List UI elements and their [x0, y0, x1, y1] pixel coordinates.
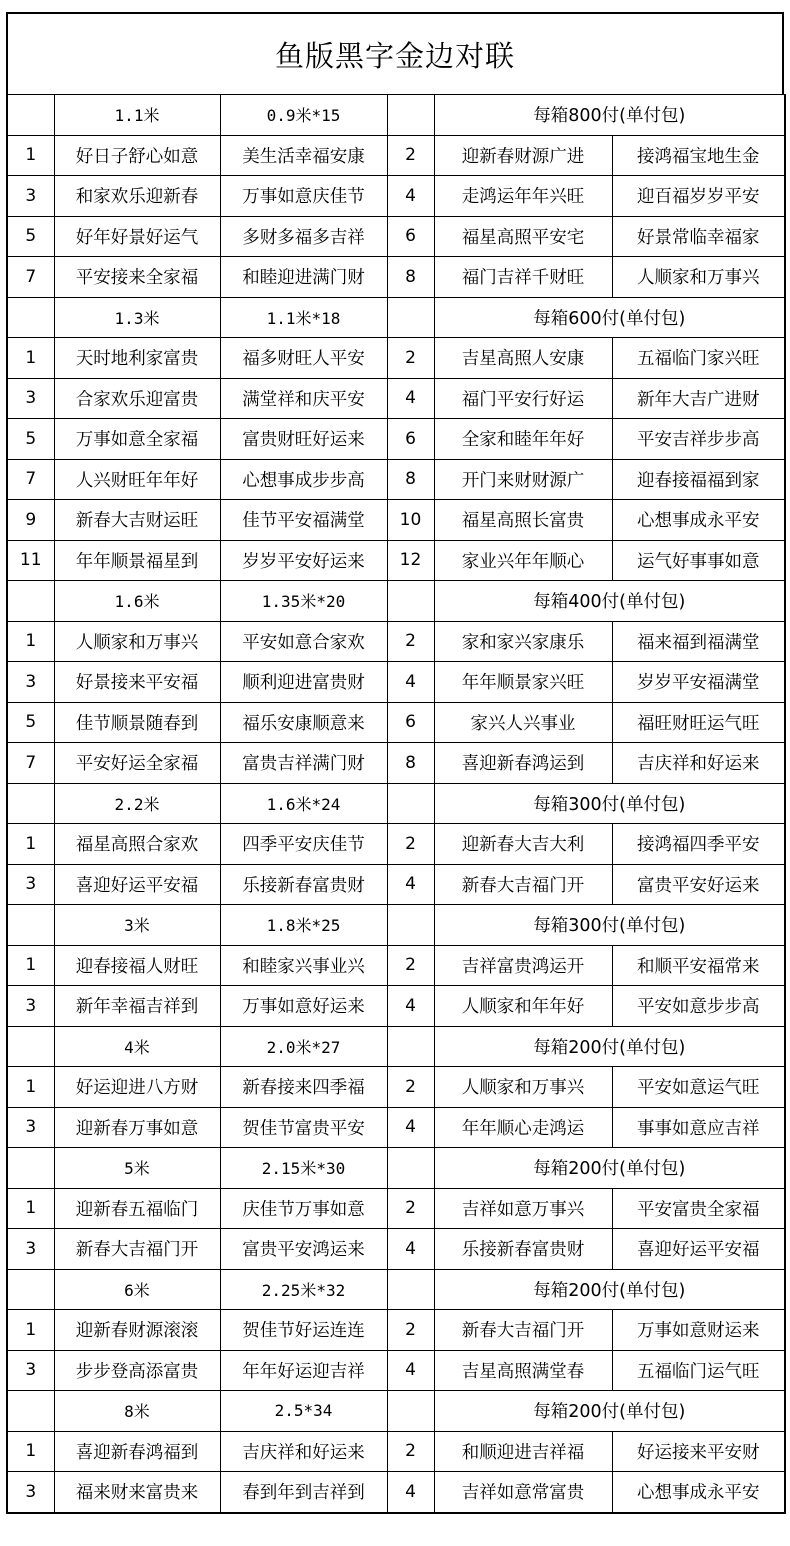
- couplet-upper-line: 好运迎进八方财: [54, 1067, 220, 1108]
- couplet-upper-line: 福门吉祥千财旺: [434, 257, 612, 298]
- item-number: 4: [387, 864, 434, 905]
- couplet-upper-line: 人顺家和万事兴: [434, 1067, 612, 1108]
- couplet-upper-line: 迎新春大吉大利: [434, 824, 612, 865]
- couplet-upper-line: 年年顺景福星到: [54, 540, 220, 581]
- item-number: 3: [7, 1350, 54, 1391]
- group-header-row: [7, 297, 785, 338]
- length-cell: 2.2米: [54, 783, 220, 824]
- couplet-lower-line: 好景常临幸福家: [612, 216, 785, 257]
- table-row: [7, 540, 785, 581]
- item-number: 1: [7, 1067, 54, 1108]
- couplet-lower-line: 新春接来四季福: [220, 1067, 387, 1108]
- item-number: 1: [7, 1188, 54, 1229]
- couplet-lower-line: 平安如意运气旺: [612, 1067, 785, 1108]
- group-header-row: [7, 783, 785, 824]
- item-number: 3: [7, 378, 54, 419]
- couplet-upper-line: 福星高照长富贵: [434, 500, 612, 541]
- couplet-upper-line: 乐接新春富贵财: [434, 1229, 612, 1270]
- table-row: [7, 1067, 785, 1108]
- item-number: 3: [7, 662, 54, 703]
- length-cell: 5米: [54, 1148, 220, 1189]
- couplet-upper-line: 福星高照平安宅: [434, 216, 612, 257]
- table-row: [7, 135, 785, 176]
- item-number: 1: [7, 135, 54, 176]
- item-number: 9: [7, 500, 54, 541]
- table-row: [7, 662, 785, 703]
- couplet-lower-line: 和顺平安福常来: [612, 945, 785, 986]
- blank-cell: [387, 1026, 434, 1067]
- size-cell: 2.0米*27: [220, 1026, 387, 1067]
- item-number: 2: [387, 1431, 434, 1472]
- group-header-row: [7, 581, 785, 622]
- table-row: [7, 1188, 785, 1229]
- couplet-upper-line: 迎春接福人财旺: [54, 945, 220, 986]
- group-header-row: [7, 905, 785, 946]
- couplet-upper-line: 好景接来平安福: [54, 662, 220, 703]
- blank-cell: [7, 581, 54, 622]
- couplet-upper-line: 福星高照合家欢: [54, 824, 220, 865]
- couplet-lower-line: 富贵平安鸿运来: [220, 1229, 387, 1270]
- couplet-upper-line: 人顺家和年年好: [434, 986, 612, 1027]
- size-cell: 1.1米*18: [220, 297, 387, 338]
- group-header-row: [7, 1026, 785, 1067]
- item-number: 1: [7, 621, 54, 662]
- packing-cell: 每箱200付(单付包): [434, 1026, 785, 1067]
- couplet-lower-line: 贺佳节富贵平安: [220, 1107, 387, 1148]
- item-number: 11: [7, 540, 54, 581]
- packing-cell: 每箱800付(单付包): [434, 95, 785, 136]
- item-number: 3: [7, 176, 54, 217]
- item-number: 4: [387, 1472, 434, 1513]
- couplet-upper-line: 喜迎好运平安福: [54, 864, 220, 905]
- blank-cell: [387, 1391, 434, 1432]
- blank-cell: [7, 95, 54, 136]
- table-row: [7, 257, 785, 298]
- blank-cell: [7, 1391, 54, 1432]
- blank-cell: [387, 297, 434, 338]
- couplet-lower-line: 满堂祥和庆平安: [220, 378, 387, 419]
- couplet-lower-line: 富贵吉祥满门财: [220, 743, 387, 784]
- packing-cell: 每箱400付(单付包): [434, 581, 785, 622]
- table-row: [7, 176, 785, 217]
- packing-cell: 每箱200付(单付包): [434, 1391, 785, 1432]
- couplet-upper-line: 走鸿运年年兴旺: [434, 176, 612, 217]
- couplet-lower-line: 美生活幸福安康: [220, 135, 387, 176]
- couplet-upper-line: 万事如意全家福: [54, 419, 220, 460]
- couplet-lower-line: 福来福到福满堂: [612, 621, 785, 662]
- length-cell: 1.3米: [54, 297, 220, 338]
- couplet-lower-line: 福乐安康顺意来: [220, 702, 387, 743]
- item-number: 4: [387, 1350, 434, 1391]
- couplet-upper-line: 平安接来全家福: [54, 257, 220, 298]
- table-body: [7, 95, 785, 1513]
- couplet-upper-line: 新春大吉福门开: [434, 1310, 612, 1351]
- item-number: 5: [7, 419, 54, 460]
- blank-cell: [7, 1026, 54, 1067]
- item-number: 7: [7, 743, 54, 784]
- group-header-row: [7, 1391, 785, 1432]
- item-number: 7: [7, 459, 54, 500]
- length-cell: 1.6米: [54, 581, 220, 622]
- table-row: [7, 1310, 785, 1351]
- blank-cell: [7, 1148, 54, 1189]
- couplet-lower-line: 和睦家兴事业兴: [220, 945, 387, 986]
- blank-cell: [387, 95, 434, 136]
- couplet-upper-line: 吉星高照满堂春: [434, 1350, 612, 1391]
- item-number: 3: [7, 864, 54, 905]
- couplet-lower-line: 平安如意步步高: [612, 986, 785, 1027]
- item-number: 3: [7, 1472, 54, 1513]
- couplet-lower-line: 平安富贵全家福: [612, 1188, 785, 1229]
- item-number: 4: [387, 176, 434, 217]
- couplet-lower-line: 吉庆祥和好运来: [612, 743, 785, 784]
- couplet-lower-line: 好运接来平安财: [612, 1431, 785, 1472]
- couplet-lower-line: 接鸿福宝地生金: [612, 135, 785, 176]
- size-cell: 2.25米*32: [220, 1269, 387, 1310]
- couplet-upper-line: 年年顺景家兴旺: [434, 662, 612, 703]
- couplet-lower-line: 和睦迎进满门财: [220, 257, 387, 298]
- couplet-upper-line: 吉祥如意万事兴: [434, 1188, 612, 1229]
- item-number: 2: [387, 945, 434, 986]
- couplet-upper-line: 福门平安行好运: [434, 378, 612, 419]
- sheet-title: 鱼版黑字金边对联: [6, 12, 784, 94]
- item-number: 6: [387, 702, 434, 743]
- couplet-upper-line: 新春大吉福门开: [434, 864, 612, 905]
- table-row: [7, 824, 785, 865]
- item-number: 8: [387, 459, 434, 500]
- couplet-upper-line: 家和家兴家康乐: [434, 621, 612, 662]
- couplet-upper-line: 人兴财旺年年好: [54, 459, 220, 500]
- couplet-lower-line: 平安吉祥步步高: [612, 419, 785, 460]
- packing-cell: 每箱300付(单付包): [434, 783, 785, 824]
- couplet-upper-line: 合家欢乐迎富贵: [54, 378, 220, 419]
- item-number: 3: [7, 1229, 54, 1270]
- couplet-upper-line: 和家欢乐迎新春: [54, 176, 220, 217]
- table-row: [7, 378, 785, 419]
- item-number: 8: [387, 743, 434, 784]
- item-number: 2: [387, 824, 434, 865]
- item-number: 5: [7, 216, 54, 257]
- blank-cell: [387, 783, 434, 824]
- group-header-row: [7, 1148, 785, 1189]
- couplet-lower-line: 岁岁平安福满堂: [612, 662, 785, 703]
- packing-cell: 每箱600付(单付包): [434, 297, 785, 338]
- couplet-upper-line: 好年好景好运气: [54, 216, 220, 257]
- table-row: [7, 621, 785, 662]
- couplet-upper-line: 天时地利家富贵: [54, 338, 220, 379]
- size-cell: 1.8米*25: [220, 905, 387, 946]
- couplet-lower-line: 春到年到吉祥到: [220, 1472, 387, 1513]
- couplet-lower-line: 心想事成步步高: [220, 459, 387, 500]
- item-number: 4: [387, 378, 434, 419]
- table-row: [7, 338, 785, 379]
- couplet-lower-line: 喜迎好运平安福: [612, 1229, 785, 1270]
- length-cell: 8米: [54, 1391, 220, 1432]
- couplet-lower-line: 贺佳节好运连连: [220, 1310, 387, 1351]
- couplet-lower-line: 富贵平安好运来: [612, 864, 785, 905]
- couplet-upper-line: 福来财来富贵来: [54, 1472, 220, 1513]
- couplet-lower-line: 人顺家和万事兴: [612, 257, 785, 298]
- table-row: [7, 500, 785, 541]
- couplet-upper-line: 吉祥富贵鸿运开: [434, 945, 612, 986]
- packing-cell: 每箱200付(单付包): [434, 1269, 785, 1310]
- couplet-lower-line: 心想事成永平安: [612, 500, 785, 541]
- couplet-upper-line: 吉祥如意常富贵: [434, 1472, 612, 1513]
- table-row: [7, 1350, 785, 1391]
- couplet-upper-line: 人顺家和万事兴: [54, 621, 220, 662]
- table-row: [7, 1431, 785, 1472]
- couplet-lower-line: 多财多福多吉祥: [220, 216, 387, 257]
- item-number: 1: [7, 945, 54, 986]
- couplet-upper-line: 新年幸福吉祥到: [54, 986, 220, 1027]
- couplet-upper-line: 迎新春万事如意: [54, 1107, 220, 1148]
- item-number: 5: [7, 702, 54, 743]
- item-number: 1: [7, 1310, 54, 1351]
- size-cell: 2.5*34: [220, 1391, 387, 1432]
- couplet-lower-line: 富贵财旺好运来: [220, 419, 387, 460]
- couplet-lower-line: 吉庆祥和好运来: [220, 1431, 387, 1472]
- couplet-lower-line: 运气好事事如意: [612, 540, 785, 581]
- item-number: 6: [387, 419, 434, 460]
- blank-cell: [387, 1148, 434, 1189]
- couplet-lower-line: 四季平安庆佳节: [220, 824, 387, 865]
- size-cell: 1.6米*24: [220, 783, 387, 824]
- table-row: [7, 986, 785, 1027]
- couplet-lower-line: 五福临门运气旺: [612, 1350, 785, 1391]
- couplet-table: [6, 94, 786, 1514]
- couplet-upper-line: 迎新春财源广进: [434, 135, 612, 176]
- couplet-lower-line: 事事如意应吉祥: [612, 1107, 785, 1148]
- length-cell: 6米: [54, 1269, 220, 1310]
- couplet-upper-line: 年年顺心走鸿运: [434, 1107, 612, 1148]
- couplet-lower-line: 年年好运迎吉祥: [220, 1350, 387, 1391]
- item-number: 10: [387, 500, 434, 541]
- couplet-lower-line: 佳节平安福满堂: [220, 500, 387, 541]
- couplet-upper-line: 新春大吉财运旺: [54, 500, 220, 541]
- blank-cell: [387, 1269, 434, 1310]
- couplet-lower-line: 乐接新春富贵财: [220, 864, 387, 905]
- couplet-upper-line: 喜迎新春鸿运到: [434, 743, 612, 784]
- item-number: 1: [7, 338, 54, 379]
- table-row: [7, 216, 785, 257]
- couplet-lower-line: 庆佳节万事如意: [220, 1188, 387, 1229]
- couplet-lower-line: 万事如意好运来: [220, 986, 387, 1027]
- item-number: 7: [7, 257, 54, 298]
- couplet-upper-line: 佳节顺景随春到: [54, 702, 220, 743]
- item-number: 2: [387, 1310, 434, 1351]
- couplet-upper-line: 家兴人兴事业: [434, 702, 612, 743]
- couplet-lower-line: 五福临门家兴旺: [612, 338, 785, 379]
- couplet-upper-line: 和顺迎进吉祥福: [434, 1431, 612, 1472]
- couplet-lower-line: 福旺财旺运气旺: [612, 702, 785, 743]
- length-cell: 3米: [54, 905, 220, 946]
- item-number: 3: [7, 986, 54, 1027]
- table-row: [7, 1472, 785, 1513]
- table-row: [7, 419, 785, 460]
- table-row: [7, 864, 785, 905]
- couplet-lower-line: 福多财旺人平安: [220, 338, 387, 379]
- item-number: 1: [7, 824, 54, 865]
- item-number: 8: [387, 257, 434, 298]
- blank-cell: [7, 1269, 54, 1310]
- item-number: 4: [387, 1229, 434, 1270]
- couplet-lower-line: 新年大吉广进财: [612, 378, 785, 419]
- couplet-upper-line: 喜迎新春鸿福到: [54, 1431, 220, 1472]
- couplet-upper-line: 家业兴年年顺心: [434, 540, 612, 581]
- couplet-lower-line: 迎春接福福到家: [612, 459, 785, 500]
- item-number: 2: [387, 338, 434, 379]
- item-number: 1: [7, 1431, 54, 1472]
- blank-cell: [387, 905, 434, 946]
- couplet-upper-line: 开门来财财源广: [434, 459, 612, 500]
- size-cell: 0.9米*15: [220, 95, 387, 136]
- table-row: [7, 945, 785, 986]
- couplet-lower-line: 迎百福岁岁平安: [612, 176, 785, 217]
- item-number: 12: [387, 540, 434, 581]
- item-number: 2: [387, 1188, 434, 1229]
- couplet-lower-line: 接鸿福四季平安: [612, 824, 785, 865]
- table-row: [7, 1229, 785, 1270]
- blank-cell: [7, 905, 54, 946]
- item-number: 4: [387, 986, 434, 1027]
- couplet-upper-line: 迎新春五福临门: [54, 1188, 220, 1229]
- price-sheet: [6, 12, 784, 1514]
- couplet-lower-line: 顺利迎进富贵财: [220, 662, 387, 703]
- table-row: [7, 459, 785, 500]
- blank-cell: [7, 297, 54, 338]
- group-header-row: [7, 95, 785, 136]
- couplet-upper-line: 好日子舒心如意: [54, 135, 220, 176]
- couplet-upper-line: 吉星高照人安康: [434, 338, 612, 379]
- item-number: 4: [387, 1107, 434, 1148]
- couplet-upper-line: 步步登高添富贵: [54, 1350, 220, 1391]
- item-number: 4: [387, 662, 434, 703]
- couplet-lower-line: 万事如意财运来: [612, 1310, 785, 1351]
- packing-cell: 每箱300付(单付包): [434, 905, 785, 946]
- table-row: [7, 743, 785, 784]
- couplet-lower-line: 平安如意合家欢: [220, 621, 387, 662]
- table-row: [7, 1107, 785, 1148]
- table-row: [7, 702, 785, 743]
- item-number: 2: [387, 135, 434, 176]
- couplet-upper-line: 全家和睦年年好: [434, 419, 612, 460]
- length-cell: 1.1米: [54, 95, 220, 136]
- couplet-lower-line: 万事如意庆佳节: [220, 176, 387, 217]
- blank-cell: [387, 581, 434, 622]
- group-header-row: [7, 1269, 785, 1310]
- item-number: 2: [387, 1067, 434, 1108]
- item-number: 3: [7, 1107, 54, 1148]
- couplet-upper-line: 迎新春财源滚滚: [54, 1310, 220, 1351]
- couplet-lower-line: 岁岁平安好运来: [220, 540, 387, 581]
- size-cell: 2.15米*30: [220, 1148, 387, 1189]
- size-cell: 1.35米*20: [220, 581, 387, 622]
- couplet-upper-line: 新春大吉福门开: [54, 1229, 220, 1270]
- couplet-lower-line: 心想事成永平安: [612, 1472, 785, 1513]
- blank-cell: [7, 783, 54, 824]
- couplet-upper-line: 平安好运全家福: [54, 743, 220, 784]
- length-cell: 4米: [54, 1026, 220, 1067]
- item-number: 2: [387, 621, 434, 662]
- packing-cell: 每箱200付(单付包): [434, 1148, 785, 1189]
- item-number: 6: [387, 216, 434, 257]
